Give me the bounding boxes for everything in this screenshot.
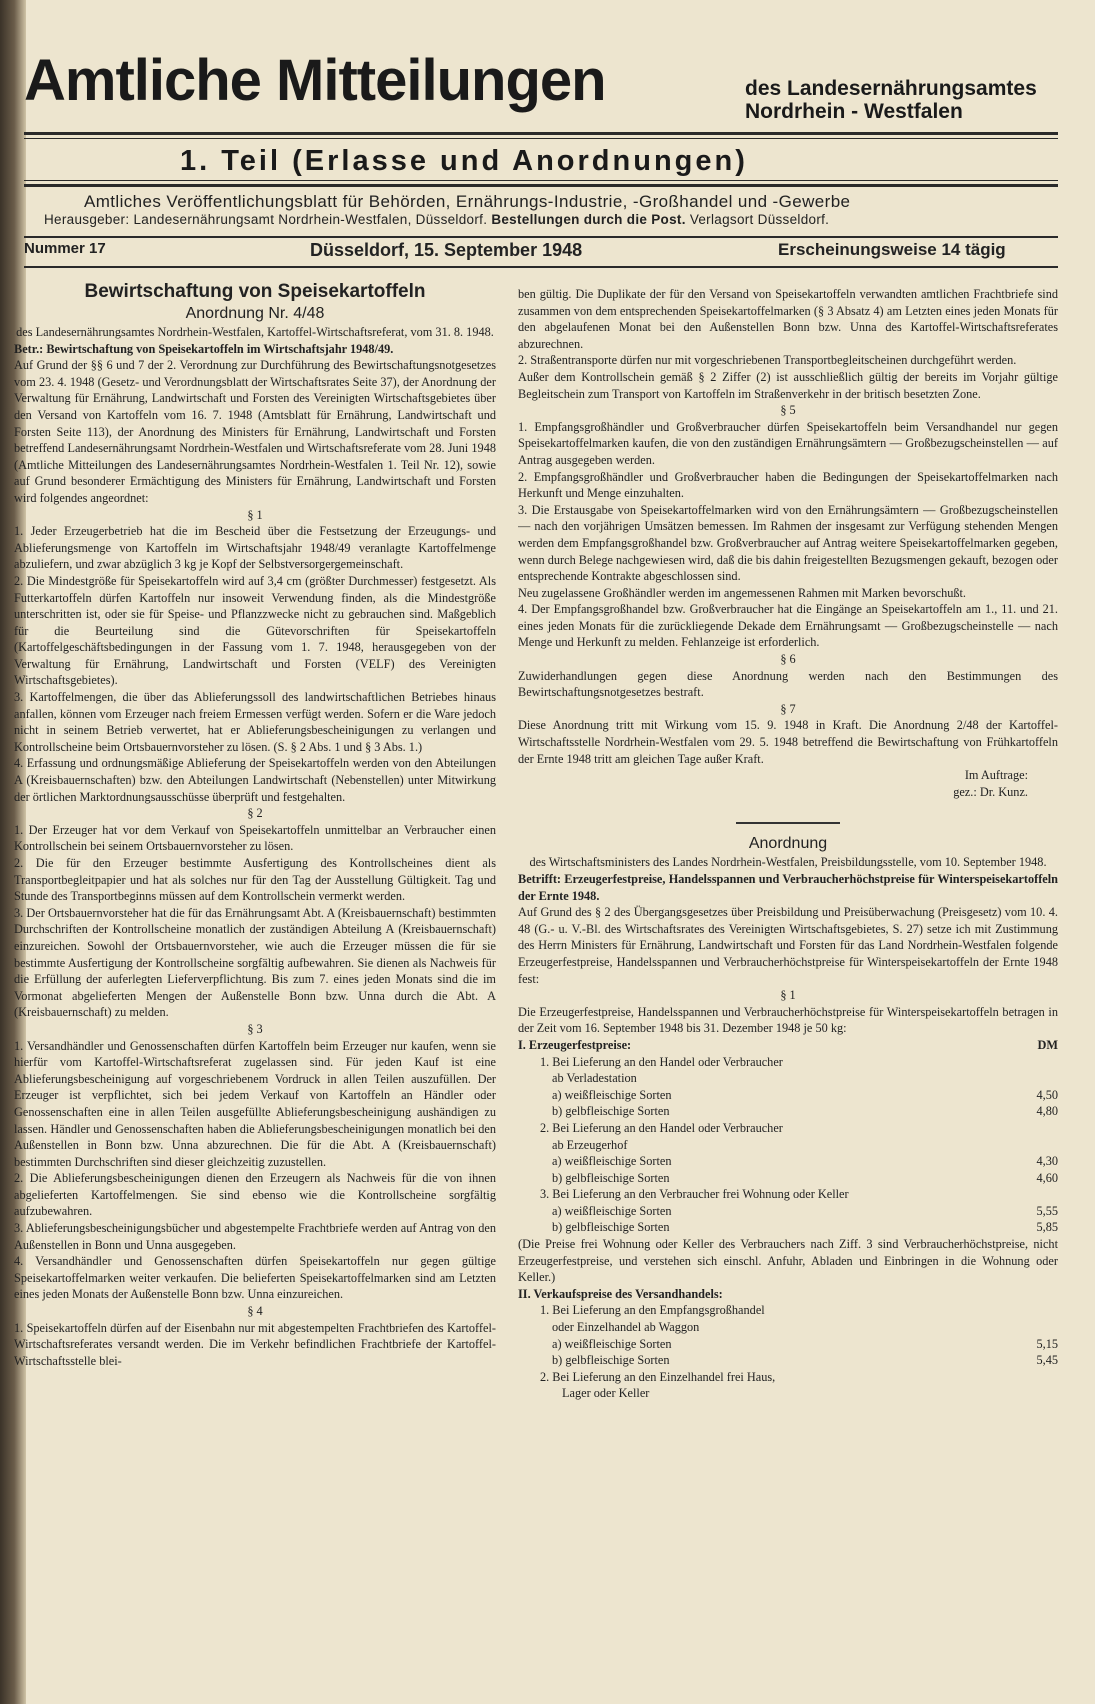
section-6-heading: § 6 xyxy=(780,652,796,667)
section-2-heading: § 2 xyxy=(247,806,263,821)
section-6-text: Zuwiderhandlungen gegen diese Anordnung werden nach den Bestimmungen des Bewirtschaftungsnotgesetzes bestraft. xyxy=(518,668,1058,700)
price-group-2-heading: II. Verkaufspreise des Versandhandels: xyxy=(518,1286,723,1301)
price-value: 4,30 xyxy=(1036,1154,1058,1169)
left-column xyxy=(14,280,496,1680)
part-rule-thin xyxy=(24,180,1058,181)
right-column xyxy=(518,286,1058,1686)
section-3-para-3: 3. Ablieferungsbescheinigungsbücher und abgestempelte Frachtbriefe werden auf Antrag von den Außenstellen in Bonn und Unna ausgegeben. xyxy=(14,1221,496,1252)
section-5-para-2: 2. Empfangsgroßhändler und Großverbraucher haben die Bedingungen der Speisekartoffelmarken nach Herkunft und Menge einzuhalten. xyxy=(518,469,1058,501)
price-item-sub: oder Einzelhandel ab Waggon xyxy=(552,1320,700,1335)
section-5-para-4: 4. Der Empfangsgroßhandel bzw. Großverbraucher hat die Eingänge an Speisekartoffeln am 1., 11. und 21. eines jeden Monats für die zurückliegende Dekade dem Ernährungsamt — Großbezugscheinstelle — nach Menge und Herkunft zu melden. Fehlanzeige ist erforderlich. xyxy=(518,602,1058,650)
price-item-sub: Lager oder Keller xyxy=(562,1386,650,1401)
section-1-para-1: 1. Jeder Erzeugerbetrieb hat die im Bescheid über die Festsetzung der Erzeugungs- und Ablieferungsmenge von Kartoffeln im Wirtschaftsjahr 1948/49 veranlagte Kartoffelmenge abzuliefern, und zwar abzüglich 3 kg je Kopf der Selbstversorgergemeinschaft. xyxy=(14,524,496,572)
section-4-para-1: 1. Speisekartoffeln dürfen auf der Eisenbahn nur mit abgestempelten Frachtbriefen des Kartoffel-Wirtschaftsreferates versandt werden. Die im Verkehr befindlichen Frachtbriefe der Kartoffel-Wirtschaftsstelle blei- xyxy=(14,1320,496,1368)
price-row xyxy=(518,1153,1058,1170)
section-5-para-3b: Neu zugelassene Großhändler werden im angemessenen Rahmen mit Marken bevorschußt. xyxy=(518,585,967,600)
price-group-1-heading: I. Erzeugerfestpreise: xyxy=(518,1037,632,1052)
price-row xyxy=(518,1352,1058,1369)
masthead-subtitle-line1: des Landesernährungsamtes xyxy=(745,77,1037,100)
second-article-intro: Auf Grund des § 2 des Übergangsgesetzes über Preisbildung und Preisüberwachung (Preisgesetz) vom 10. 4. 48 (G.- u. V.-Bl. des Wirtschaftsrates des Vereinigten Wirtschaftsgebietes, S. 27) setze ich mit Zustimmung des Herrn Ministers für Ernährung, Landwirtschaft und Forsten für das Land Nordrhein-Westfalen folgende Erzeugerfestpreise, Handelsspannen und Verbraucherhöchstpreise für Winterspeisekartoffeln der Ernte 1948 fest: xyxy=(518,905,1058,986)
price-value: 4,80 xyxy=(1036,1104,1058,1119)
price-row xyxy=(518,1087,1058,1104)
section-4-para-2b: Außer dem Kontrollschein gemäß § 2 Ziffer (2) ist ausschließlich gültig der bereits im Vorjahr gültige Begleitschein zum Transport von Kartoffeln im Straßenverkehr in der britisch besetzten Zone. xyxy=(518,369,1058,401)
masthead-subtitle xyxy=(745,78,1085,123)
price-item: 2. Bei Lieferung an den Einzelhandel frei Haus, xyxy=(540,1369,776,1384)
publisher-place: Verlagsort Düsseldorf. xyxy=(689,212,830,227)
header-bottom-rule xyxy=(24,266,1058,268)
section-5-heading: § 5 xyxy=(780,403,796,418)
section-4-para-2: 2. Straßentransporte dürfen nur mit vorgeschriebenen Transportbegleitscheinen durchgeführt werden. xyxy=(518,353,1017,368)
price-note: (Die Preise frei Wohnung oder Keller des Verbrauchers nach Ziff. 3 sind Verbraucherhöchstpreise, nicht Erzeugerfestpreise, und verstehen sich einschl. Anfuhr, Abladen und Einbringen in die Wohnung oder Keller.) xyxy=(518,1237,1058,1285)
price-label: b) gelbfleischige Sorten xyxy=(552,1104,670,1119)
masthead-title: Amtliche Mitteilungen xyxy=(24,48,606,113)
section-2-para-2: 2. Die für den Erzeuger bestimmte Ausfertigung des Kontrollscheines dient als Transportbegleitpapier und hat als solches nur für den Tag der Ausstellung Gültigkeit. Tag und Stunde des Transportbeginns müssen auf dem Kontrollschein vermerkt werden. xyxy=(14,856,496,904)
article-subtitle: Anordnung Nr. 4/48 xyxy=(185,305,325,322)
price-row xyxy=(518,1037,1058,1054)
price-label: a) weißfleischige Sorten xyxy=(552,1203,672,1218)
section-2-para-1: 1. Der Erzeuger hat vor dem Verkauf von Speisekartoffeln unmittelbar an Verbraucher einen Kontrollschein bei seinem Ortsbauernvorsteher zu lösen. xyxy=(14,822,496,854)
price-row xyxy=(518,1219,1058,1236)
section-4-continued: ben gültig. Die Duplikate der für den Versand von Speisekartoffeln verwandten amtlichen Frachtbriefe sind zusammen von dem entsprechenden Speisekartoffelmarken (§ 3 Absatz 4) am Letzten eines jeden Monats für den abgelaufenen Monat bei den Außenstellen Bonn bzw. Unna des Kartoffel-Wirtschaftsreferates abzurechnen. xyxy=(518,287,1058,351)
article-subject: Betr.: Bewirtschaftung von Speisekartoffeln im Wirtschaftsjahr 1948/49. xyxy=(14,341,394,356)
article-title: Bewirtschaftung von Speisekartoffeln xyxy=(84,281,426,302)
price-item-sub: ab Verladestation xyxy=(552,1071,637,1086)
price-item: 1. Bei Lieferung an den Empfangsgroßhandel xyxy=(540,1303,765,1318)
second-article-title: Anordnung xyxy=(748,835,828,853)
price-value: 4,50 xyxy=(1036,1087,1058,1102)
publisher-orders: Bestellungen durch die Post. xyxy=(491,212,686,227)
section-1-heading: § 1 xyxy=(247,507,263,522)
article-intro: Auf Grund der §§ 6 und 7 der 2. Verordnung zur Durchführung des Bewirtschaftungsnotgesetzes vom 23. 4. 1948 (Gesetz- und Verordnungsblatt der Wirtschaftsrates Seite 37), der Anordnung der Verwaltung für Ernährung, Landwirtschaft und Forsten des Vereinigten Wirtschaftsgebietes über den Versand von Kartoffeln vom 16. 7. 1948 (Amtsblatt für Ernährung, Landwirtschaft und Forsten Seite 113), der Anordnung des Ministers für Ernährung, Landwirtschaft und Forsten betreffend Landesernährungsamt Nordrhein-Westfalen und Wirtschaftsreferate vom 28. Juni 1948 (Amtliche Mitteilungen des Landesernährungsamtes Nordrhein-Westfalen 1. Teil Nr. 12), sowie auf Grund besonderer Ermächtigung des Ministers für Ernährung, Landwirtschaft und Forsten wird folgendes angeordnet: xyxy=(14,358,496,505)
part-rule xyxy=(24,184,1058,187)
section-7-heading: § 7 xyxy=(780,701,796,716)
issue-date: Düsseldorf, 15. September 1948 xyxy=(310,240,583,260)
section-3-para-1: 1. Versandhändler und Genossenschaften dürfen Kartoffeln beim Erzeuger nur kaufen, wenn sie hierfür vom Kartoffel-Wirtschaftsreferat zugelassen sind. Für jeden Kauf ist eine Ablieferungsbescheinigung auf vorgeschriebenem Vordruck in allen Teilen auszufüllen. Der Erzeuger ist verpflichtet, sich bei jedem Verkauf von Kartoffeln an Händler oder Genossenschaften eine in allen Teilen ausgefüllte Ablieferungsbescheinigung aushändigen zu lassen. Händler und Genossenschaften haben die Ablieferungsbescheinigungen monatlich bei den Außenstellen in Bonn bzw. Unna abzurechnen. Die für die Abt. A (Kreisbauernschaft) bestimmten Durchschriften sind dieser gleichzeitig zuzustellen. xyxy=(14,1038,496,1169)
price-value: 5,45 xyxy=(1036,1353,1058,1368)
price-section-heading: § 1 xyxy=(780,988,796,1003)
signature-line-1: Im Auftrage: xyxy=(964,768,1028,783)
section-1-para-2: 2. Die Mindestgröße für Speisekartoffeln wird auf 3,4 cm (größter Durchmesser) festgesetzt. Als Futterkartoffeln dürfen Kartoffeln nur insoweit Verwendung finden, als die Mindestgröße unterschritten ist, oder sie für Speise- und Pflanzzwecke nicht zu gebrauchen sind. Maßgeblich für die Beurteilung sind die Gütevorschriften für Speisekartoffeln (Kartoffelgeschäftsbedingungen in der Fassung vom 1. 7. 1948, herausgegeben von der Verwaltung für Ernährung, Landwirtschaft und Forsten (VELF) des Vereinigten Wirtschaftsgebietes). xyxy=(14,573,496,688)
price-row xyxy=(518,1103,1058,1120)
price-label: a) weißfleischige Sorten xyxy=(552,1087,672,1102)
issue-frequency: Erscheinungsweise 14 tägig xyxy=(778,240,1006,259)
section-7-text: Diese Anordnung tritt mit Wirkung vom 15. 9. 1948 in Kraft. Die Anordnung 2/48 der Kartoffel-Wirtschaftsstelle Nordrhein-Westfalen vom 29. 5. 1948 betreffend die Bewirtschaftung von Frühkartoffeln der Ernte 1948 tritt am gleichen Tage außer Kraft. xyxy=(518,718,1058,766)
masthead-rule-top xyxy=(24,132,1058,135)
section-2-para-3: 3. Der Ortsbauernvorsteher hat die für das Ernährungsamt Abt. A (Kreisbauernschaft) bestimmten Durchschriften der Kontrollscheine monatlich der zuständigen Abteilung A (Kreisbauernschaft) einzureichen. Sowohl der Ortsbauernvorsteher, wie auch die Erzeuger müssen die für sie bestimmte Ausfertigung der Kontrollscheine sorgfältig aufbewahren. Sie dienen als Nachweis für die Erfüllung der auferlegten Lieferverpflichtung. Bis zum 7. eines jeden Monats sind die im Vormonat abgelieferten Mengen der Außenstelle Bonn bzw. Unna durch die Abt. A (Kreisbauernschaft) zu melden. xyxy=(14,905,496,1020)
price-item: 2. Bei Lieferung an den Handel oder Verbraucher xyxy=(540,1120,783,1135)
price-row xyxy=(518,1170,1058,1187)
section-5-para-3: 3. Die Erstausgabe von Speisekartoffelmarken wird von den Ernährungsämtern — Großbezugscheinstellen — nach den vorjährigen Umsätzen bemessen. Im Rahmen der insgesamt zur Verfügung stehenden Mengen werden dem Empfangsgroßhandel bzw. Großverbraucher auf Antrag weitere Speisekartoffelmarken gegeben, wenn durch Belege nachgewiesen wird, daß die bis dahin freigestellten Bezugsmengen gekauft, bezogen oder entsprechende Kontrakte abgeschlossen sind. xyxy=(518,502,1058,584)
section-1-para-4: 4. Erfassung und ordnungsmäßige Ablieferung der Speisekartoffeln werden von den Abteilungen A (Kreisbauernschaften) bzw. den Abteilungen Landwirtschaft (Nebenstellen) unter Mitwirkung der örtlichen Marktordnungsausschüsse überprüft und festgehalten. xyxy=(14,756,496,804)
section-5-para-1: 1. Empfangsgroßhändler und Großverbraucher dürfen Speisekartoffeln beim Versandhandel nur gegen Speisekartoffelmarken kaufen, die von den zuständigen Ernährungsämtern — Großbezugscheinstellen — auf Antrag ausgegeben werden. xyxy=(518,419,1058,467)
section-3-para-2: 2. Die Ablieferungsbescheinigungen dienen den Erzeugern als Nachweis für die von ihnen abgelieferten Kartoffelmengen. Sie sind ebenso wie die Kontrollscheine sorgfältig aufzubewahren. xyxy=(14,1171,496,1219)
price-value: 5,15 xyxy=(1036,1336,1058,1351)
publisher-label: Herausgeber: xyxy=(44,212,130,227)
price-item: 3. Bei Lieferung an den Verbraucher frei Wohnung oder Keller xyxy=(540,1187,849,1202)
issue-number: Nummer 17 xyxy=(24,240,106,257)
price-label: b) gelbfleischige Sorten xyxy=(552,1353,670,1368)
info-rule xyxy=(24,236,1058,238)
publisher-name: Landesernährungsamt Nordrhein-Westfalen, Düsseldorf. xyxy=(133,212,488,227)
price-item-sub: ab Erzeugerhof xyxy=(552,1137,628,1152)
official-line: Amtliches Veröffentlichungsblatt für Behörden, Ernährungs-Industrie, -Großhandel und -Gewerbe xyxy=(84,192,851,211)
section-3-para-4: 4. Versandhändler und Genossenschaften dürfen Speisekartoffeln nur gegen gültige Speisekartoffelmarken weiter verkaufen. Die belieferten Speisekartoffelmarken sind am Letzten eines jeden Monats der Außenstelle Bonn bzw. Unna einzureichen. xyxy=(14,1254,496,1302)
price-label: a) weißfleischige Sorten xyxy=(552,1154,672,1169)
second-article-authority: des Wirtschaftsministers des Landes Nordrhein-Westfalen, Preisbildungsstelle, vom 10. September 1948. xyxy=(529,855,1047,870)
masthead-rule-top-thin xyxy=(24,138,1058,139)
second-article-subject: Betrifft: Erzeugerfestpreise, Handelsspannen und Verbraucherhöchstpreise für Winterspeisekartoffeln der Ernte 1948. xyxy=(518,872,1058,903)
publisher-line xyxy=(44,212,1084,227)
price-value: 5,55 xyxy=(1036,1203,1058,1218)
signature-line-2: gez.: Dr. Kunz. xyxy=(953,784,1028,799)
price-row xyxy=(518,1336,1058,1353)
price-value: 4,60 xyxy=(1036,1170,1058,1185)
section-3-heading: § 3 xyxy=(247,1021,263,1036)
price-value: 5,85 xyxy=(1036,1220,1058,1235)
price-section-text: Die Erzeugerfestpreise, Handelsspannen und Verbraucherhöchstpreise für Winterspeisekartoffeln betragen in der Zeit vom 16. September 1948 bis 31. Dezember 1948 je 50 kg: xyxy=(518,1004,1058,1036)
price-label: b) gelbfleischige Sorten xyxy=(552,1220,670,1235)
price-item: 1. Bei Lieferung an den Handel oder Verbraucher xyxy=(540,1054,783,1069)
section-4-heading: § 4 xyxy=(247,1304,263,1319)
price-label: a) weißfleischige Sorten xyxy=(552,1336,672,1351)
section-1-para-3: 3. Kartoffelmengen, die über das Ablieferungssoll des landwirtschaftlichen Betriebes hinaus anfallen, können vom Erzeuger nach freiem Ermessen verfügt werden. Sofern er die Ware jedoch nicht in seinem Betrieb verwertet, hat er Ablieferungsbescheinigungen zu verlangen und Kontrollscheine beim Ortsbauernvorsteher zu lösen. (S. § 2 Abs. 1 und § 3 Abs. 1.) xyxy=(14,690,496,754)
masthead-subtitle-line2: Nordrhein - Westfalen xyxy=(745,99,963,123)
price-row xyxy=(518,1203,1058,1220)
article-separator xyxy=(736,822,840,824)
currency-label: DM xyxy=(1037,1037,1058,1052)
article-authority: des Landesernährungsamtes Nordrhein-Westfalen, Kartoffel-Wirtschaftsreferat, vom 31. 8. 1948. xyxy=(16,325,494,339)
price-label: b) gelbfleischige Sorten xyxy=(552,1170,670,1185)
part-heading: 1. Teil (Erlasse und Anordnungen) xyxy=(180,145,748,177)
